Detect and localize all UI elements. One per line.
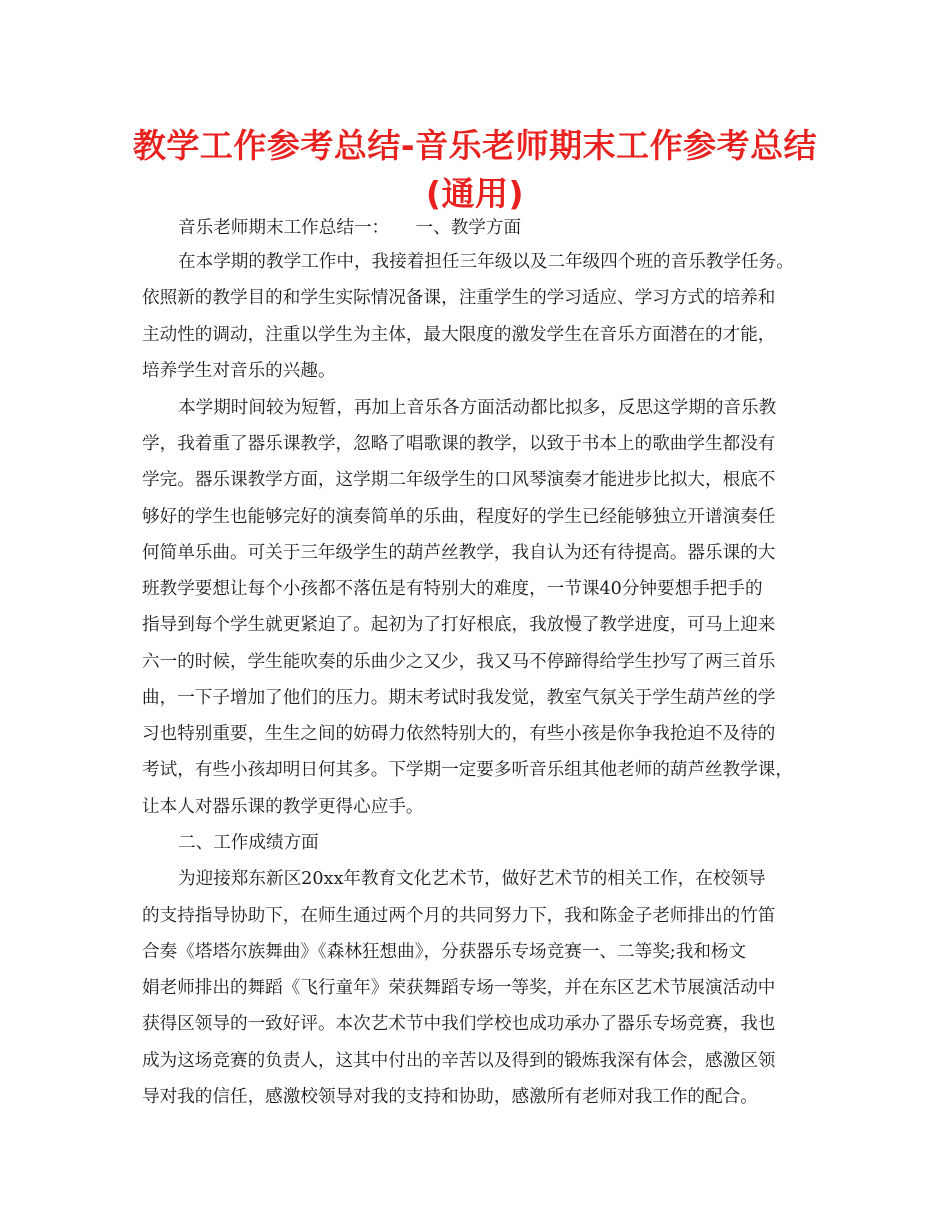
paragraph-line: 合奏《塔塔尔族舞曲》《森林狂想曲》，分获器乐专场竞赛一、二等奖;我和杨文	[142, 942, 747, 962]
paragraph-line: 在本学期的教学工作中，我接着担任三年级以及二年级四个班的音乐教学任务。	[178, 252, 794, 272]
paragraph-line: 学，我着重了器乐课教学，忽略了唱歌课的教学，以致于书本上的歌曲学生都没有	[142, 434, 776, 454]
paragraph-line: 本学期时间较为短暂，再加上音乐各方面活动都比拟多，反思这学期的音乐教	[178, 398, 777, 418]
paragraph-line: 的支持指导协助下，在师生通过两个月的共同努力下，我和陈金子老师排出的竹笛	[142, 906, 776, 926]
paragraph-line: 主动性的调动，注重以学生为主体，最大限度的激发学生在音乐方面潜在的才能，	[142, 325, 776, 345]
paragraph-line: 娟老师排出的舞蹈《飞行童年》荣获舞蹈专场一等奖，并在东区艺术节展演活动中	[142, 978, 776, 998]
section-heading-teaching: 音乐老师期末工作总结一： 一、教学方面	[178, 218, 522, 238]
paragraph-line: 习也特别重要，生生之间的妨碍力依然特别大的，有些小孩是你争我抢迫不及待的	[142, 724, 776, 744]
paragraph-line: 让本人对器乐课的教学更得心应手。	[142, 797, 424, 817]
paragraph-line: 培养学生对音乐的兴趣。	[142, 361, 336, 381]
paragraph-line: 何简单乐曲。可关于三年级学生的葫芦丝教学，我自认为还有待提高。器乐课的大	[142, 543, 776, 563]
paragraph-line: 指导到每个学生就更紧迫了。起初为了打好根底，我放慢了教学进度，可马上迎来	[142, 615, 776, 635]
section-heading-achievements: 二、工作成绩方面	[178, 833, 319, 853]
paragraph-line: 为迎接郑东新区20xx年教育文化艺术节，做好艺术节的相关工作，在校领导	[178, 869, 766, 889]
paragraph-line: 够好的学生也能够完好的演奏简单的乐曲，程度好的学生已经能够独立开谱演奏任	[142, 507, 776, 527]
document-title-line-2: (通用)	[425, 174, 525, 213]
paragraph-line: 六一的时候，学生能吹奏的乐曲少之又少，我又马不停蹄得给学生抄写了两三首乐	[142, 652, 776, 672]
document-title-line-1: 教学工作参考总结-音乐老师期末工作参考总结	[132, 126, 818, 165]
paragraph-line: 曲，一下子增加了他们的压力。期末考试时我发觉，教室气氛关于学生葫芦丝的学	[142, 688, 776, 708]
paragraph-line: 成为这场竞赛的负责人，这其中付出的辛苦以及得到的锻炼我深有体会，感激区领	[142, 1051, 776, 1071]
paragraph-line: 考试，有些小孩却明日何其多。下学期一定要多听音乐组其他老师的葫芦丝教学课，	[142, 760, 793, 780]
paragraph-line: 获得区领导的一致好评。本次艺术节中我们学校也成功承办了器乐专场竞赛，我也	[142, 1014, 776, 1034]
paragraph-line: 依照新的教学目的和学生实际情况备课，注重学生的学习适应、学习方式的培养和	[142, 288, 776, 308]
paragraph-line: 学完。器乐课教学方面，这学期二年级学生的口风琴演奏才能进步比拟大，根底不	[142, 470, 776, 490]
paragraph-line: 导对我的信任，感激校领导对我的支持和协助，感激所有老师对我工作的配合。	[142, 1087, 758, 1107]
paragraph-line: 班教学要想让每个小孩都不落伍是有特别大的难度，一节课40分钟要想手把手的	[142, 579, 763, 599]
